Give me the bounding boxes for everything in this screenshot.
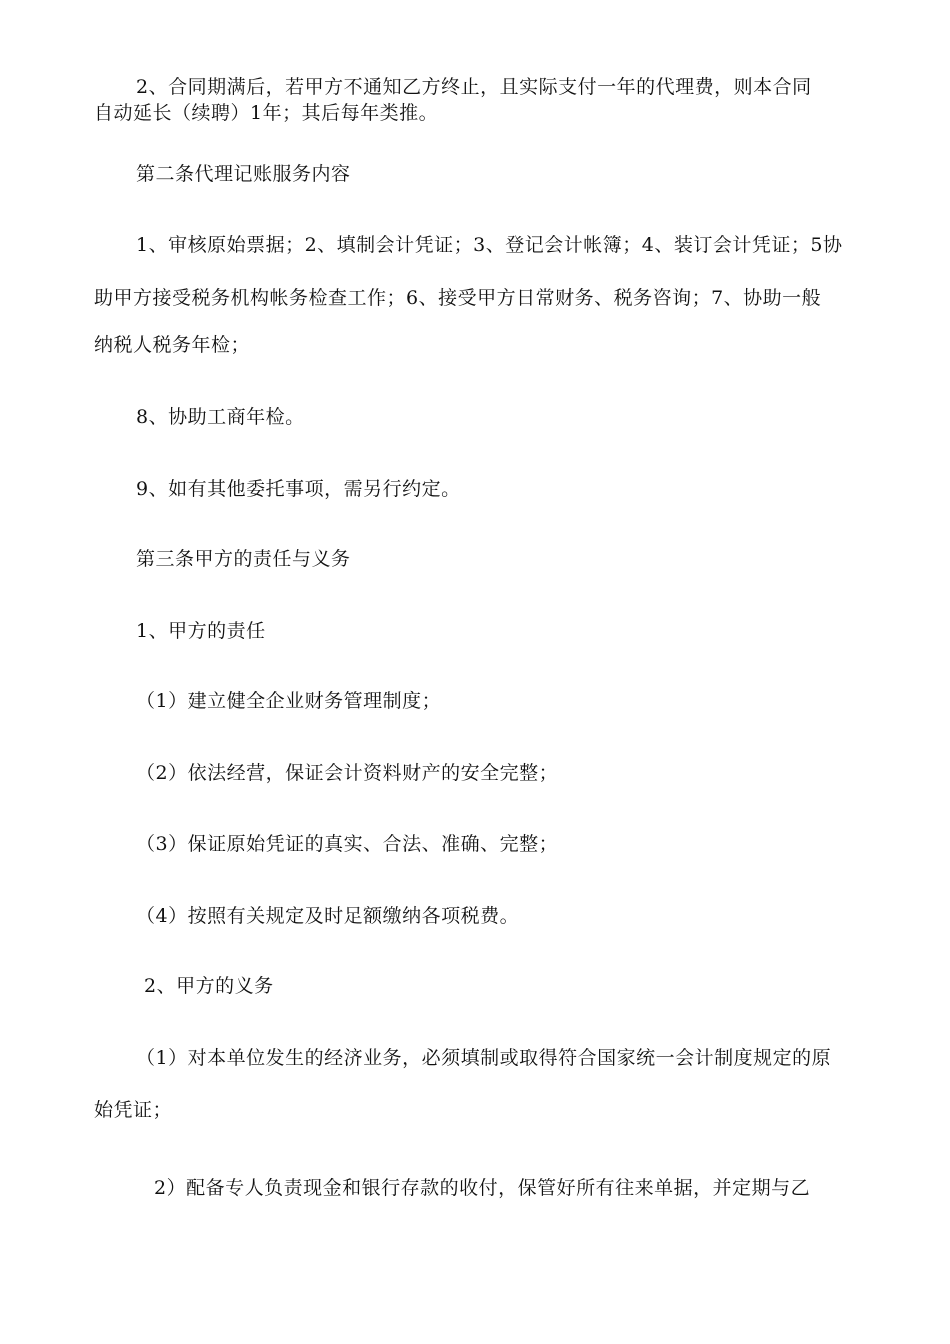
paragraph-line: 自动延长（续聘）1年；其后每年类推。 xyxy=(94,102,439,124)
paragraph-line: 纳税人税务年检； xyxy=(94,334,251,356)
heading-article-3: 第三条甲方的责任与义务 xyxy=(136,548,351,570)
responsibility-item-4: （4）按照有关规定及时足额缴纳各项税费。 xyxy=(136,905,520,927)
paragraph-line: （1）对本单位发生的经济业务，必须填制或取得符合国家统一会计制度规定的原 xyxy=(136,1047,832,1069)
subheading-party-a-responsibility: 1、甲方的责任 xyxy=(136,620,266,642)
subheading-party-a-obligation: 2、甲方的义务 xyxy=(144,975,274,997)
responsibility-item-2: （2）依法经营，保证会计资料财产的安全完整； xyxy=(136,762,559,784)
paragraph-line: 1、审核原始票据；2、填制会计凭证；3、登记会计帐簿；4、装订会计凭证；5协 xyxy=(136,234,843,256)
heading-article-2: 第二条代理记账服务内容 xyxy=(136,163,351,185)
responsibility-item-1: （1）建立健全企业财务管理制度； xyxy=(136,690,442,712)
service-item-8: 8、协助工商年检。 xyxy=(136,406,305,428)
service-item-9: 9、如有其他委托事项，需另行约定。 xyxy=(136,478,461,500)
paragraph-line: 始凭证； xyxy=(94,1099,173,1121)
paragraph-line: 助甲方接受税务机构帐务检查工作；6、接受甲方日常财务、税务咨询；7、协助一般 xyxy=(94,287,822,309)
responsibility-item-3: （3）保证原始凭证的真实、合法、准确、完整； xyxy=(136,833,559,855)
obligation-item-2: 2）配备专人负责现金和银行存款的收付，保管好所有往来单据，并定期与乙 xyxy=(154,1177,811,1199)
paragraph-line: 2、合同期满后，若甲方不通知乙方终止，且实际支付一年的代理费，则本合同 xyxy=(136,76,812,98)
